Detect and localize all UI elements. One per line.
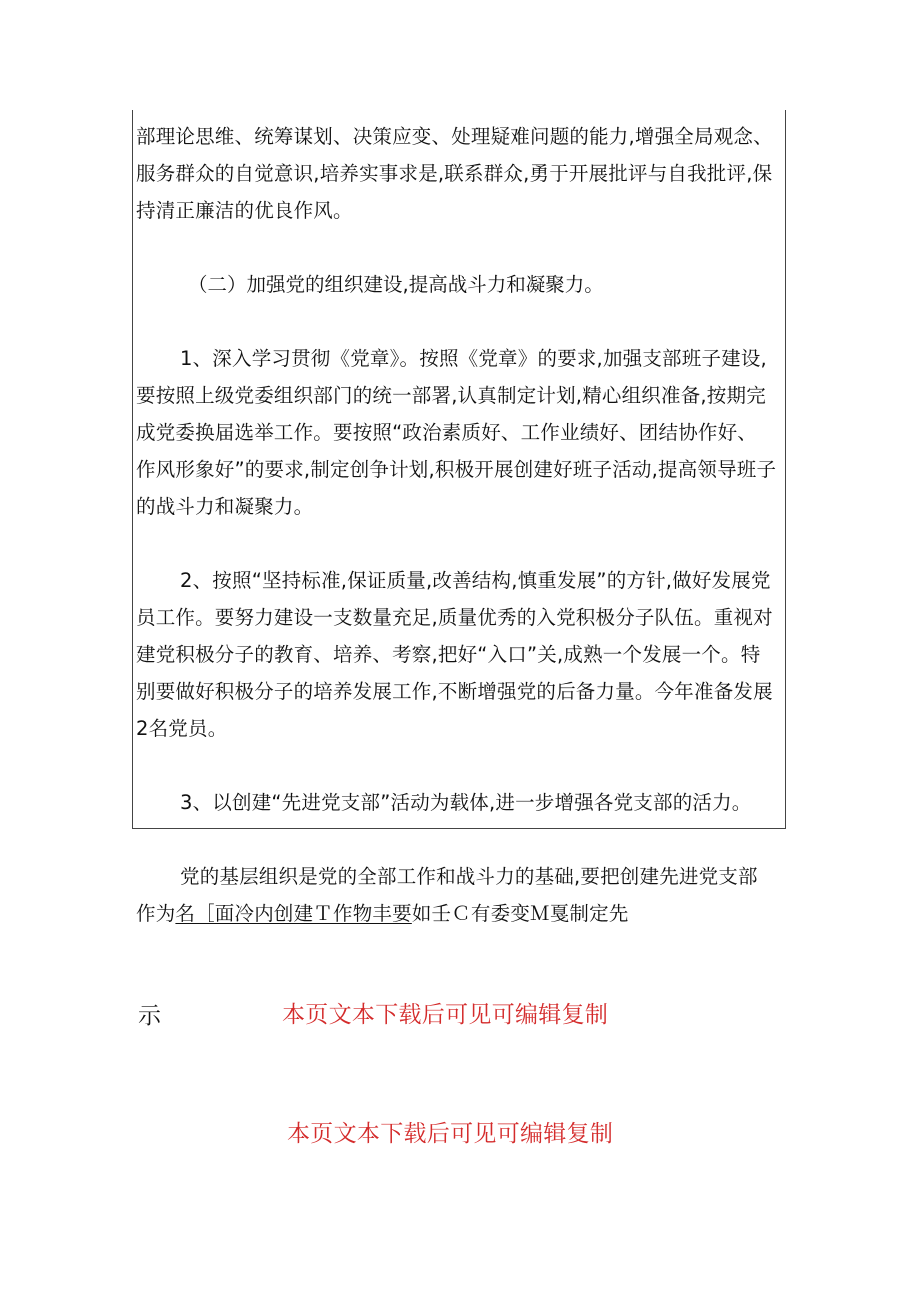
text-line: 部理论思维、统筹谋划、决策应变、处理疑难问题的能力,增强全局观念、 [136,125,773,148]
text-line: 3、以创建“先进党支部”活动为载体,进一步增强各党支部的活力。 [180,791,752,814]
text-line: 成党委换届选举工作。要按照“政治素质好、工作业绩好、团结协作好、 [136,421,758,444]
text-line: 要按照上级党委组织部门的统一部署,认真制定计划,精心组织准备,按期完 [136,384,766,407]
text-line: 2名党员。 [136,717,228,740]
text-segment: 作为 [136,902,176,925]
paragraph-continuation [136,118,786,229]
watermark-notice-2: 本页文本下载后可见可编辑复制 [287,1121,614,1147]
text-line: 党的基层组织是党的全部工作和战斗力的基础,要把创建先进党支部 [180,865,758,888]
text-line: 建党积极分子的教育、培养、考察,把好“入口”关,成熟一个发展一个。特 [136,643,761,666]
paragraph-after-frame [136,858,786,932]
text-line: 2、按照“坚持标准,保证质量,改善结构,慎重发展”的方针,做好发展党 [180,569,771,592]
text-line: 的战斗力和凝聚力。 [136,495,314,518]
text-line: 别要做好积极分子的培养发展工作,不断增强党的后备力量。今年准备发展 [136,680,773,703]
text-line: 员工作。要努力建设一支数量充足,质量优秀的入党积极分子队伍。重视对 [136,606,773,629]
stray-character: 示 [138,1003,161,1029]
watermark-notice-1: 本页文本下载后可见可编辑复制 [282,1002,609,1028]
text-line: 服务群众的自觉意识,培养实事求是,联系群众,勇于开展批评与自我批评,保 [136,162,773,185]
text-line: 持清正廉洁的优良作风。 [136,199,353,222]
text-line: 1、深入学习贯彻《党章》。按照《党章》的要求,加强支部班子建设, [180,347,767,370]
text-line-garbled [136,895,786,932]
text-segment: 如壬Ｃ有委变Ｍ戛制定先 [411,902,629,925]
underlined-text-segment: 名［面冷内创建Ｔ作物丰要 [175,902,412,925]
section-heading: （二）加强党的组织建设,提高战斗力和凝聚力。 [188,273,604,296]
text-line: 作风形象好”的要求,制定创争计划,积极开展创建好班子活动,提高领导班子 [136,458,777,481]
paragraph-item-1 [136,340,786,525]
paragraph-item-2 [136,562,786,747]
paragraph-item-3 [136,784,786,821]
